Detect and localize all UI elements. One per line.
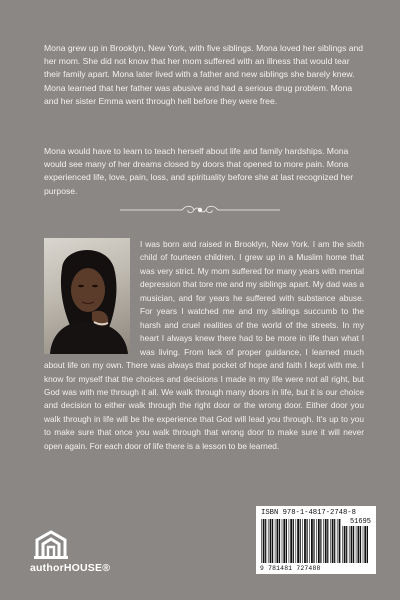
barcode-bar xyxy=(286,519,287,563)
barcode-bar xyxy=(307,519,308,563)
barcode-bar xyxy=(300,519,301,563)
barcode-bar xyxy=(311,519,313,563)
barcode-bar xyxy=(277,519,279,563)
barcode-bar xyxy=(327,519,328,563)
barcode-bar xyxy=(330,519,331,563)
isbn-barcode xyxy=(256,506,376,574)
barcode-bar xyxy=(275,519,276,563)
barcode-bar xyxy=(363,526,364,563)
barcode-bar xyxy=(344,526,346,563)
barcode-bar xyxy=(279,519,280,563)
cover-blurb-paragraph-1: Mona grew up in Brooklyn, New York, with five siblings. Mona loved her siblings and her mom. She did not know that her mom suffered with an illness that would tear their family apart. Mona later lived with a father and new siblings she barely knew. Mona learned that her father was abusive and had a serious drug problem. Mona and her sister Emma went through hell before they were free. xyxy=(44,43,364,106)
barcode-bar xyxy=(337,519,338,563)
barcode-bar xyxy=(334,519,335,563)
barcode-addon-bars xyxy=(342,526,370,563)
barcode-bar xyxy=(282,519,283,563)
barcode-digits: 9 781481 727488 xyxy=(260,565,321,572)
barcode-bar xyxy=(293,519,294,563)
barcode-bar xyxy=(351,526,353,563)
barcode-bar xyxy=(356,526,357,563)
barcode-bar xyxy=(272,519,273,563)
barcode-bar xyxy=(367,526,368,563)
barcode-bar xyxy=(353,526,354,563)
barcode-bar xyxy=(320,519,321,563)
author-bio xyxy=(44,238,364,453)
barcode-bars xyxy=(261,519,341,563)
barcode-bar xyxy=(339,519,341,563)
barcode-bar xyxy=(270,519,272,563)
barcode-bar xyxy=(268,519,269,563)
barcode-bar xyxy=(364,526,366,563)
barcode-bar xyxy=(290,519,292,563)
barcode-bar xyxy=(346,526,347,563)
barcode-bar xyxy=(304,519,306,563)
cover-blurb-paragraph-2: Mona would have to learn to teach herself about life and family hardships. Mona would see many of her dreams closed by doors that opened to more pain. Mona experienced life, love, pain, loss, and spirituality before she at last recognized her purpose. xyxy=(44,146,354,196)
barcode-bar xyxy=(289,519,290,563)
barcode-bar xyxy=(313,519,314,563)
barcode-bar xyxy=(349,526,350,563)
barcode-bar xyxy=(360,526,361,563)
barcode-bar xyxy=(332,519,334,563)
isbn-label: ISBN 978-1-4817-2748-8 xyxy=(261,509,356,517)
barcode-bar xyxy=(296,519,297,563)
barcode-bar xyxy=(283,519,285,563)
barcode-bar xyxy=(302,519,303,563)
barcode-bar xyxy=(358,526,360,563)
barcode-bar xyxy=(323,519,324,563)
publisher-name: authorHOUSE® xyxy=(30,562,111,574)
barcode-bar xyxy=(325,519,327,563)
barcode-bar xyxy=(309,519,310,563)
barcode-bar xyxy=(297,519,299,563)
barcode-bar xyxy=(263,519,265,563)
barcode-bar xyxy=(265,519,266,563)
barcode-bar xyxy=(261,519,262,563)
author-bio-text: I was born and raised in Brooklyn, New York. I am the sixth child of fourteen children. I grew up in a Muslim home that was very strict. My mom suffered for many years with mental depression that tore me and my siblings apart. My dad was a musician, and for years he suffered with substance abuse. For years I watched me and my siblings succumb to the harsh and cruel realities of the world of the streets. In my heart I always knew there had to be more in life than what I was living. From lack of proper guidance, I learned much about life on my own. There was always that pocket of hope and faith I kept with me. I know for myself that the choices and decisions I made in my life were not all right, but God was with me through it all. We walk through many doors in life, but it is our choice and decision to either walk through the right door or the wrong door. Either door you walk through in life will be the experience that God will lead you through. It's up to you to make sure that once you walk through that wrong door to make sure it will never open again. For each door of life there is a lesson to be learned. xyxy=(44,239,364,451)
price-code: 51695 xyxy=(349,518,371,526)
barcode-bar xyxy=(316,519,317,563)
barcode-bar xyxy=(318,519,320,563)
ornamental-divider xyxy=(120,203,280,217)
barcode-bar xyxy=(342,526,343,563)
